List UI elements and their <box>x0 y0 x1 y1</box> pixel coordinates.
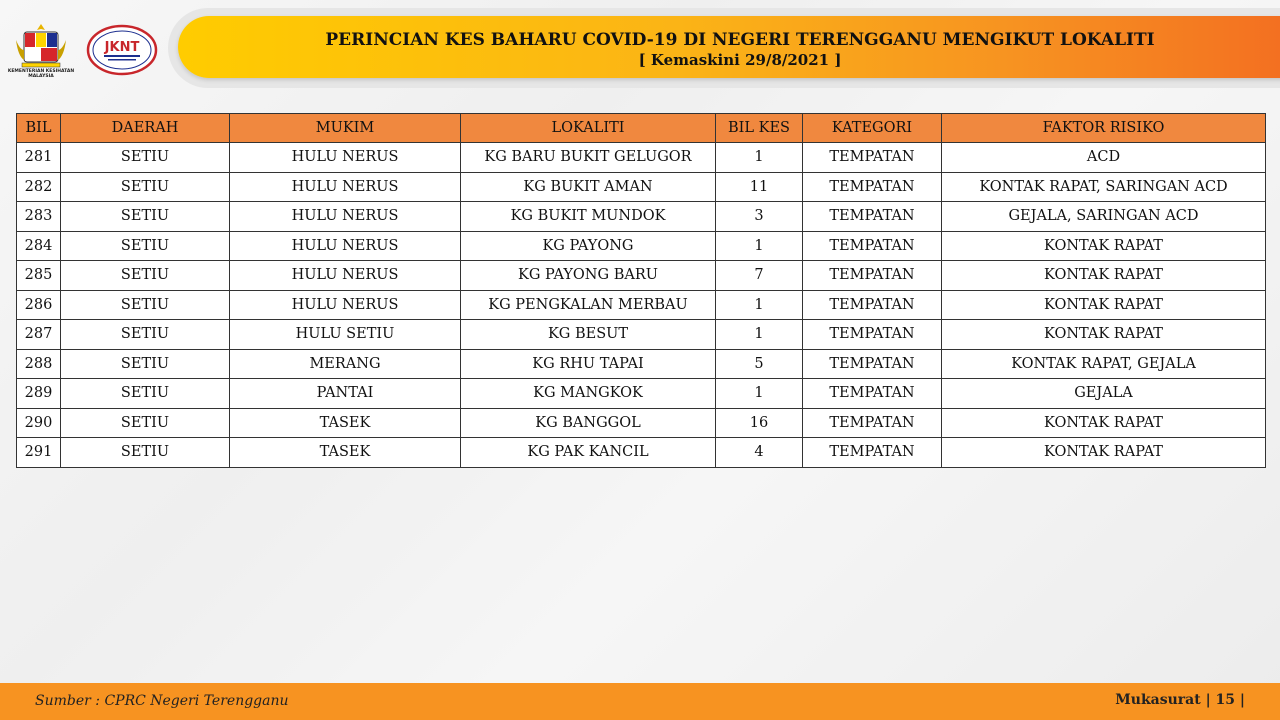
table-row <box>17 349 1266 379</box>
table-cell: HULU NERUS <box>230 290 461 320</box>
table-cell: KG RHU TAPAI <box>461 349 716 379</box>
table-cell: SETIU <box>61 290 230 320</box>
table-cell: 1 <box>716 379 803 409</box>
table-cell: SETIU <box>61 349 230 379</box>
table-cell: SETIU <box>61 379 230 409</box>
table-cell: PANTAI <box>230 379 461 409</box>
table-cell: SETIU <box>61 408 230 438</box>
table-cell: KG PAK KANCIL <box>461 438 716 468</box>
table-cell: TEMPATAN <box>803 290 942 320</box>
table-cell: KONTAK RAPAT <box>942 261 1266 291</box>
table-row <box>17 320 1266 350</box>
table-cell: TEMPATAN <box>803 438 942 468</box>
jknt-logo-icon <box>86 24 158 76</box>
table-cell: SETIU <box>61 231 230 261</box>
table-row <box>17 290 1266 320</box>
table-cell: KONTAK RAPAT <box>942 320 1266 350</box>
table-cell: 1 <box>716 320 803 350</box>
table-cell: KONTAK RAPAT <box>942 408 1266 438</box>
table-cell: 283 <box>17 202 61 232</box>
table-cell: SETIU <box>61 261 230 291</box>
table-cell: TEMPATAN <box>803 231 942 261</box>
table-cell: TEMPATAN <box>803 349 942 379</box>
table-cell: KG BESUT <box>461 320 716 350</box>
table-row <box>17 261 1266 291</box>
table-cell: TEMPATAN <box>803 408 942 438</box>
table-cell: TEMPATAN <box>803 261 942 291</box>
table-cell: KONTAK RAPAT, GEJALA <box>942 349 1266 379</box>
table-cell: 291 <box>17 438 61 468</box>
page-title: PERINCIAN KES BAHARU COVID-19 DI NEGERI TERENGGANU MENGIKUT LOKALITI <box>325 30 1155 50</box>
table-cell: TEMPATAN <box>803 172 942 202</box>
table-row <box>17 231 1266 261</box>
table-cell: 11 <box>716 172 803 202</box>
table-cell: KG BANGGOL <box>461 408 716 438</box>
table-cell: ACD <box>942 143 1266 173</box>
table-row <box>17 379 1266 409</box>
table-cell: 290 <box>17 408 61 438</box>
table-cell: KONTAK RAPAT <box>942 438 1266 468</box>
table-cell: GEJALA, SARINGAN ACD <box>942 202 1266 232</box>
table-cell: TEMPATAN <box>803 202 942 232</box>
table-cell: SETIU <box>61 143 230 173</box>
column-header: BIL <box>17 114 61 143</box>
jknt-logo-text: JKNT <box>104 40 140 55</box>
table-cell: 286 <box>17 290 61 320</box>
table-cell: 285 <box>17 261 61 291</box>
table-cell: 282 <box>17 172 61 202</box>
table-cell: 281 <box>17 143 61 173</box>
table-cell: 5 <box>716 349 803 379</box>
table-cell: KONTAK RAPAT <box>942 231 1266 261</box>
table-cell: TEMPATAN <box>803 143 942 173</box>
column-header: FAKTOR RISIKO <box>942 114 1266 143</box>
column-header: KATEGORI <box>803 114 942 143</box>
table-cell: KG MANGKOK <box>461 379 716 409</box>
column-header: LOKALITI <box>461 114 716 143</box>
table-cell: KONTAK RAPAT <box>942 290 1266 320</box>
table-header-row <box>17 114 1266 143</box>
table-cell: 1 <box>716 143 803 173</box>
column-header: BIL KES <box>716 114 803 143</box>
kkm-caption: KEMENTERIAN KESIHATAN MALAYSIA <box>7 69 75 79</box>
table-cell: KG PENGKALAN MERBAU <box>461 290 716 320</box>
table-row <box>17 438 1266 468</box>
table-cell: TASEK <box>230 408 461 438</box>
table-cell: 284 <box>17 231 61 261</box>
table-cell: TASEK <box>230 438 461 468</box>
table-cell: SETIU <box>61 320 230 350</box>
table-cell: GEJALA <box>942 379 1266 409</box>
table-cell: MERANG <box>230 349 461 379</box>
column-header: DAERAH <box>61 114 230 143</box>
column-header: MUKIM <box>230 114 461 143</box>
table-cell: KG PAYONG <box>461 231 716 261</box>
table-cell: SETIU <box>61 172 230 202</box>
table-cell: 1 <box>716 290 803 320</box>
table-cell: 287 <box>17 320 61 350</box>
table-cell: KG PAYONG BARU <box>461 261 716 291</box>
table-cell: 4 <box>716 438 803 468</box>
table-cell: 3 <box>716 202 803 232</box>
update-date: [ Kemaskini 29/8/2021 ] <box>638 51 842 69</box>
table-cell: 288 <box>17 349 61 379</box>
table-cell: KG BUKIT MUNDOK <box>461 202 716 232</box>
table-body <box>17 143 1266 468</box>
table-cell: HULU NERUS <box>230 231 461 261</box>
table-cell: 7 <box>716 261 803 291</box>
table-cell: 1 <box>716 231 803 261</box>
page-number: Mukasurat | 15 | <box>1115 692 1245 708</box>
table-cell: HULU NERUS <box>230 261 461 291</box>
table-cell: HULU NERUS <box>230 172 461 202</box>
table-row <box>17 408 1266 438</box>
table-row <box>17 202 1266 232</box>
table-cell: TEMPATAN <box>803 320 942 350</box>
table-cell: KONTAK RAPAT, SARINGAN ACD <box>942 172 1266 202</box>
table-cell: SETIU <box>61 438 230 468</box>
table-cell: 289 <box>17 379 61 409</box>
table-cell: TEMPATAN <box>803 379 942 409</box>
table-row <box>17 143 1266 173</box>
source-note: Sumber : CPRC Negeri Terengganu <box>35 693 289 709</box>
cases-table <box>16 113 1266 468</box>
table-cell: KG BUKIT AMAN <box>461 172 716 202</box>
table-cell: 16 <box>716 408 803 438</box>
table-row <box>17 172 1266 202</box>
table-cell: SETIU <box>61 202 230 232</box>
table-cell: HULU NERUS <box>230 143 461 173</box>
table-cell: KG BARU BUKIT GELUGOR <box>461 143 716 173</box>
table-cell: HULU SETIU <box>230 320 461 350</box>
table-cell: HULU NERUS <box>230 202 461 232</box>
